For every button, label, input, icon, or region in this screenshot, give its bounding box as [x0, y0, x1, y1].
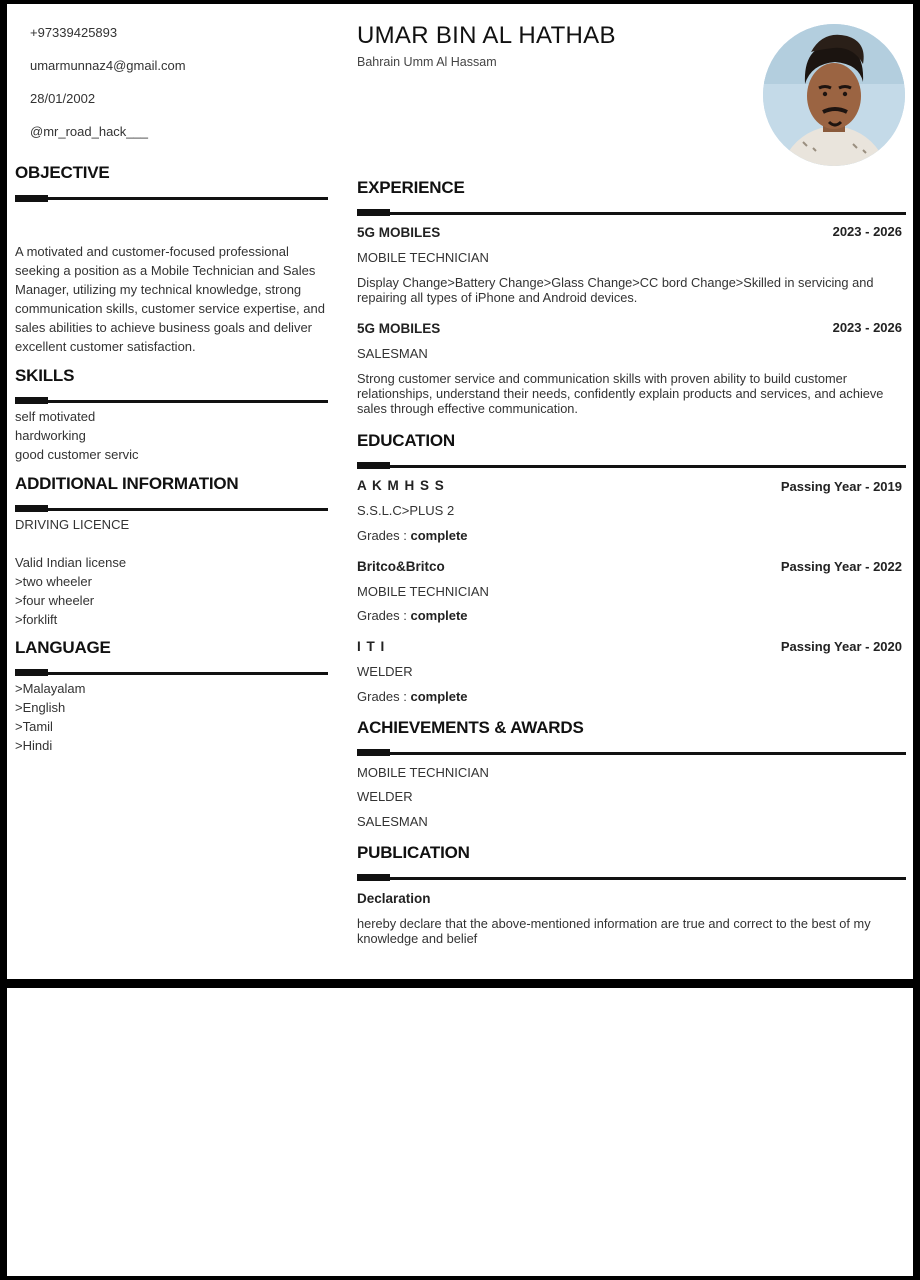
skill-item: hardworking — [15, 428, 86, 443]
education-year: Passing Year - 2019 — [780, 479, 902, 494]
experience-role: SALESMAN — [357, 346, 428, 361]
education-school: A K M H S S — [357, 478, 445, 493]
licence-item: Valid Indian license — [15, 555, 127, 570]
experience-years: 2023 - 2026 — [832, 224, 902, 239]
education-course: MOBILE TECHNICIAN — [357, 584, 489, 599]
social-handle: @mr_road_hack___ — [30, 124, 148, 139]
publication-divider-tab — [357, 874, 390, 881]
education-year: Passing Year - 2020 — [780, 639, 902, 654]
experience-divider-tab — [357, 209, 390, 216]
date-of-birth: 28/01/2002 — [30, 91, 96, 106]
experience-description: Display Change>Battery Change>Glass Change>CC bord Change>Skilled in servicing and repairing all types of iPhone and Android devices. — [357, 275, 874, 305]
grades-value: complete — [410, 608, 468, 623]
experience-heading: EXPERIENCE — [357, 178, 465, 197]
experience-divider — [357, 212, 906, 215]
grades-value: complete — [410, 528, 468, 543]
declaration-text: hereby declare that the above-mentioned information are true and correct to the best of my knowledge and belief — [357, 916, 871, 946]
experience-years: 2023 - 2026 — [832, 320, 902, 335]
language-item: >Hindi — [15, 738, 53, 753]
education-course: S.S.L.C>PLUS 2 — [357, 503, 455, 518]
education-heading: EDUCATION — [357, 431, 455, 450]
licence-item: >forklift — [15, 612, 58, 627]
experience-description: Strong customer service and communication skills with proven ability to build customer relationships, understand their needs, confidently explain products and services, and achieve sales through effective communication. — [357, 371, 884, 416]
candidate-name: UMAR BIN AL HATHAB — [357, 22, 616, 49]
education-school: Britco&Britco — [357, 559, 445, 574]
blank-page — [7, 988, 913, 1276]
objective-heading: OBJECTIVE — [15, 163, 110, 182]
objective-divider-tab — [15, 195, 48, 202]
publication-divider — [357, 877, 906, 880]
skills-divider-tab — [15, 397, 48, 404]
achievements-divider-tab — [357, 749, 390, 756]
education-year: Passing Year - 2022 — [780, 559, 902, 574]
language-list — [15, 679, 85, 755]
experience-company: 5G MOBILES — [357, 225, 441, 240]
additional-info-divider — [15, 508, 328, 511]
achievement-item: WELDER — [357, 789, 413, 804]
language-heading: LANGUAGE — [15, 638, 111, 657]
profile-photo-illustration — [763, 24, 905, 166]
achievements-divider — [357, 752, 906, 755]
experience-company: 5G MOBILES — [357, 321, 441, 336]
education-grades — [357, 608, 468, 623]
achievements-heading: ACHIEVEMENTS & AWARDS — [357, 718, 584, 737]
education-divider — [357, 465, 906, 468]
language-item: >Malayalam — [15, 681, 86, 696]
skill-item: good customer servic — [15, 447, 139, 462]
objective-divider — [15, 197, 328, 200]
education-school: I T I — [357, 639, 386, 654]
achievement-item: SALESMAN — [357, 814, 428, 829]
additional-info-list — [15, 515, 129, 629]
language-divider-tab — [15, 669, 48, 676]
additional-info-divider-tab — [15, 505, 48, 512]
education-grades — [357, 689, 468, 704]
licence-item: >four wheeler — [15, 593, 95, 608]
email-address: umarmunnaz4@gmail.com — [30, 58, 186, 73]
objective-text: A motivated and customer-focused professional seeking a position as a Mobile Technician and Sales Manager, utilizing my technical knowledge, strong communication skills, customer service expertise, and sales abilities to achieve business goals and deliver excellent customer satisfaction. — [15, 244, 325, 354]
grades-label: Grades : — [357, 608, 411, 623]
declaration-title: Declaration — [357, 891, 431, 906]
skill-item: self motivated — [15, 409, 96, 424]
education-divider-tab — [357, 462, 390, 469]
skills-list — [15, 407, 139, 464]
licence-item: >two wheeler — [15, 574, 92, 589]
skills-divider — [15, 400, 328, 403]
profile-photo — [763, 24, 905, 166]
education-course: WELDER — [357, 664, 413, 679]
candidate-location: Bahrain Umm Al Hassam — [357, 55, 497, 69]
language-item: >Tamil — [15, 719, 53, 734]
language-item: >English — [15, 700, 66, 715]
language-divider — [15, 672, 328, 675]
licence-title: DRIVING LICENCE — [15, 517, 130, 532]
experience-role: MOBILE TECHNICIAN — [357, 250, 489, 265]
additional-info-heading: ADDITIONAL INFORMATION — [15, 474, 239, 493]
achievement-item: MOBILE TECHNICIAN — [357, 765, 489, 780]
grades-label: Grades : — [357, 689, 411, 704]
publication-heading: PUBLICATION — [357, 843, 470, 862]
education-grades — [357, 528, 468, 543]
resume-page — [7, 4, 913, 979]
phone-number: +97339425893 — [30, 25, 118, 40]
grades-value: complete — [410, 689, 468, 704]
grades-label: Grades : — [357, 528, 411, 543]
skills-heading: SKILLS — [15, 366, 75, 385]
